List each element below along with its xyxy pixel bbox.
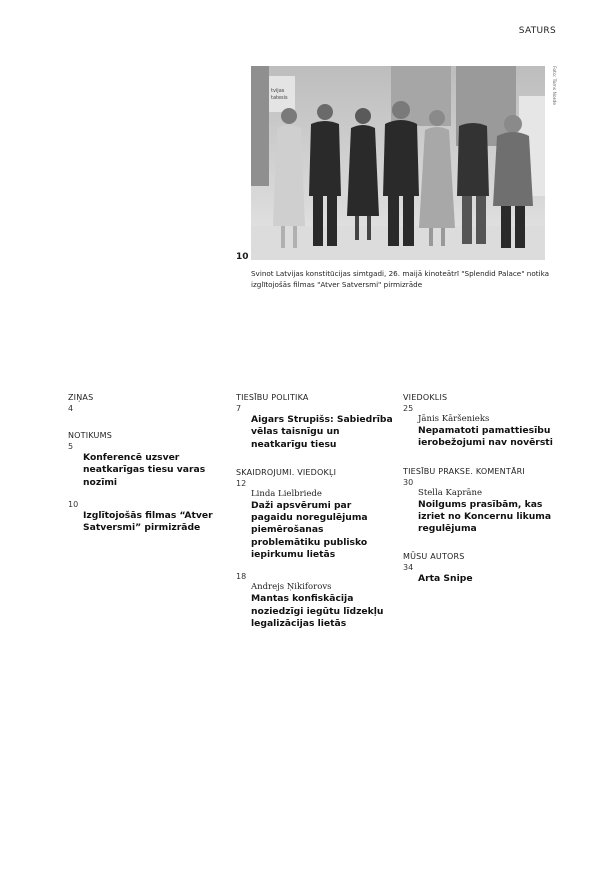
toc-column-3	[403, 392, 563, 602]
page-number: 4	[68, 404, 74, 413]
section-title: TIESĪBU PRAKSE. KOMENTĀRI	[403, 466, 525, 476]
page-number: 25	[403, 404, 414, 413]
toc-entry[interactable]	[236, 571, 396, 630]
article-headline: Noilgums prasībām, kas izriet no Koncernu likuma regulējuma	[418, 498, 552, 535]
page-number: 10	[68, 499, 79, 509]
svg-text:tvijas: tvijas	[271, 88, 285, 94]
toc-entry[interactable]	[68, 441, 228, 489]
page-number: 7	[236, 404, 242, 413]
toc-entry[interactable]	[68, 403, 228, 414]
photo-caption: Svinot Latvijas konstitūcijas simtgadi, 26. maijā kinoteātrī "Splendid Palace" notika izglītojošās filmas "Atver Satversmi" pirmizrāde	[251, 269, 550, 289]
toc-section	[403, 392, 563, 450]
article-headline: Izglītojošās filmas “Atver Satversmi” pirmizrāde	[83, 509, 213, 534]
article-headline: Konferencē uzsver neatkarīgas tiesu varas nozīmi	[83, 452, 206, 488]
section-title: TIESĪBU POLITIKA	[236, 393, 309, 402]
article-headline: Daži apsvērumi par pagaidu noregulējuma piemērošanas problemātiku publisko iepirkumu lietās	[251, 499, 368, 561]
article-headline: Mantas konfiskācija noziedzīgi iegūtu līdzekļu legalizācijas lietās	[251, 593, 384, 629]
section-title: MŪSU AUTORS	[403, 552, 465, 562]
section-title: VIEDOKLIS	[403, 393, 448, 402]
toc-section	[236, 392, 396, 451]
article-author: Stella Kaprāne	[418, 487, 482, 498]
article-headline: Arta Snipe	[418, 573, 473, 585]
toc-section	[403, 551, 563, 585]
toc-entry[interactable]	[403, 403, 563, 450]
photo-credit: Foto: Toms Norde	[551, 66, 556, 106]
toc-entry[interactable]	[236, 403, 396, 451]
toc-section	[68, 392, 228, 414]
toc-entry[interactable]	[403, 562, 563, 585]
toc-entry[interactable]	[236, 478, 396, 561]
section-title: NOTIKUMS	[68, 431, 112, 440]
toc-section	[236, 467, 396, 630]
article-author: Jānis Kāršenieks	[418, 414, 490, 424]
article-author: Andrejs Ņikiforovs	[251, 582, 332, 593]
page-number: 30	[403, 477, 414, 487]
toc-section	[403, 466, 563, 536]
page-number: 34	[403, 563, 414, 573]
article-author: Linda Lielbriede	[251, 488, 322, 499]
section-title: SKAIDROJUMI. VIEDOKĻI	[236, 467, 337, 477]
toc-column-1	[68, 392, 228, 550]
page-number: 5	[68, 442, 74, 451]
toc-entry[interactable]	[68, 499, 228, 535]
event-photo	[251, 66, 545, 260]
page-number: 12	[236, 478, 247, 488]
svg-text:tatesis: tatesis	[271, 95, 288, 101]
page-number: 18	[236, 572, 247, 582]
toc-column-2	[236, 392, 396, 646]
toc-entry[interactable]	[403, 477, 563, 536]
photo-page-number: 10	[236, 252, 249, 262]
article-headline: Aigars Strupišs: Sabiedrība vēlas taisnīgu un neatkarīgu tiesu	[251, 414, 393, 450]
article-headline: Nepamatoti pamattiesību ierobežojumi nav novērsti	[418, 425, 553, 449]
toc-section	[68, 430, 228, 534]
section-label: SATURS	[518, 26, 556, 36]
section-title: ZIŅAS	[68, 393, 94, 402]
